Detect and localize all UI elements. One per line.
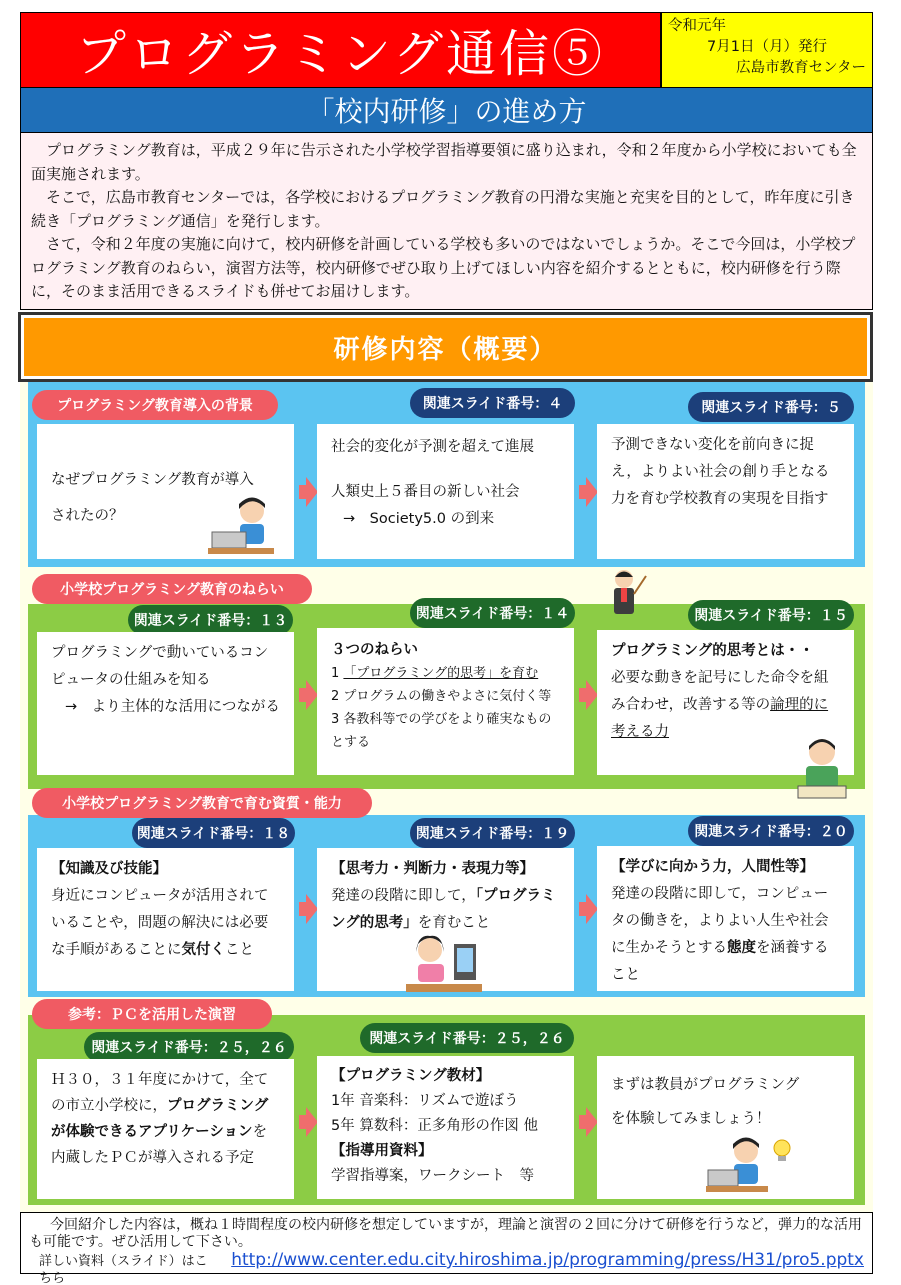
row1-card1-line2: されたの？ — [51, 508, 124, 524]
row4-card2 — [317, 1056, 574, 1199]
child-laptop-illustration — [208, 494, 280, 556]
student-writing-illustration — [796, 734, 848, 802]
intro-text — [20, 132, 873, 310]
footer — [20, 1212, 873, 1285]
row3-card2-tail: を育むこと — [417, 915, 491, 931]
row4-arrow-1 — [299, 1107, 315, 1137]
page-subtitle: 「校内研修」の進め方 — [20, 88, 873, 132]
row2-card2-item1 — [331, 662, 560, 685]
row4-card2-line1: 1年 音楽科：リズムで遊ぼう — [331, 1093, 519, 1109]
row1-card2-line3: → Society5.0 の到来 — [343, 511, 495, 527]
row3-card1 — [37, 848, 294, 991]
issue-era: 令和元年 — [668, 18, 726, 34]
row4-card1-tail: を内蔵したＰＣが導入される予定 — [51, 1124, 268, 1166]
row1-arrow-2 — [579, 477, 595, 507]
row4-card2-heading2: 【指導用資料】 — [331, 1143, 433, 1159]
row2-category: 小学校プログラミング教育のねらい — [32, 574, 312, 604]
row4-card1-text: Ｈ３０，３１年度にかけて，全ての市立小学校に， — [51, 1072, 269, 1114]
row2-card1 — [37, 632, 294, 775]
row1-card3 — [597, 424, 854, 559]
row2-card2-item1-num: 1 — [331, 666, 340, 681]
row2-card3-slide: 関連スライド番号：１５ — [688, 600, 854, 630]
intro-paragraph-1: プログラミング教育は，平成２９年に告示された小学校学習指導要領に盛り込まれ，令和２年度から小学校においても全面実施されます。 — [31, 141, 857, 183]
row2-card1-line1: プログラミングで動いているコンピュータの仕組みを知る — [51, 645, 269, 688]
row2-card3-text: 必要な動きを記号にした命令を組み合わせ，改善する等の — [611, 670, 829, 713]
row3-card1-body — [51, 883, 280, 964]
row4-card3-line1: まずは教員がプログラミング — [611, 1077, 800, 1093]
row4-card1-bold: プログラミングが体験できるアプリケーション — [51, 1098, 269, 1140]
row2-card1-slide: 関連スライド番号：１３ — [128, 605, 293, 635]
newsletter-title: プログラミング通信⑤ — [20, 12, 661, 88]
row3-card2-body — [331, 883, 560, 937]
row3-card1-slide: 関連スライド番号：１８ — [132, 818, 295, 848]
teacher-pointer-illustration — [608, 568, 648, 624]
section-title: 研修内容（概要） — [24, 318, 867, 376]
row2-card2-heading: ３つのねらい — [331, 642, 418, 658]
boy-laptop-lightbulb-illustration — [706, 1134, 796, 1194]
row3-card2-slide: 関連スライド番号：１９ — [410, 818, 575, 848]
row3-arrow-1 — [299, 894, 315, 924]
publisher: 広島市教育センター — [736, 60, 866, 76]
row4-card2-heading1: 【プログラミング教材】 — [331, 1068, 491, 1084]
issue-date: 7月1日（月）発行 — [707, 39, 827, 55]
row3-card3-slide: 関連スライド番号：２０ — [688, 816, 854, 846]
lightbulb-icon — [774, 1140, 790, 1156]
row3-card3 — [597, 846, 854, 991]
row3-category: 小学校プログラミング教育で育む資質・能力 — [32, 788, 372, 818]
row2-card2-item1-text: 「プログラミング的思考」を育む — [343, 666, 539, 681]
row2-card2-item2: 2 プログラムの働きやよさに気付く等 — [331, 689, 552, 704]
row3-card3-text: 発達の段階に即して，コンピュータの働きを，よりよい人生や社会に生かそうとする — [611, 886, 829, 956]
section-banner-frame — [18, 312, 873, 382]
row4-arrow-2 — [579, 1107, 595, 1137]
row2-card2-slide: 関連スライド番号：１４ — [410, 598, 575, 628]
footer-link-label: 詳しい資料（スライド）はこちら — [39, 1254, 208, 1285]
row3-card3-tail: を涵養すること — [611, 940, 829, 983]
footer-link-row — [29, 1252, 864, 1285]
footer-text: 今回紹介した内容は，概ね１時間程度の校内研修を想定していますが，理論と演習の２回に分けて研修を行うなど，弾力的な活用も可能です。ぜひ活用して下さい。 — [29, 1217, 862, 1250]
row2-card2 — [317, 628, 574, 775]
row4-card2-line3: 学習指導案，ワークシート 等 — [331, 1168, 534, 1184]
row3-card2-text: 発達の段階に即して， — [331, 888, 476, 904]
row4-card3-line2: を体験してみましょう！ — [611, 1111, 771, 1127]
row1-card2 — [317, 424, 574, 559]
row1-arrow-1 — [299, 477, 315, 507]
row1-card2-slide: 関連スライド番号：４ — [410, 388, 575, 418]
intro-paragraph-3: さて，令和２年度の実施に向けて，校内研修を計画している学校も多いのではないでしょうか。そこで今回は，小学校プログラミング教育のねらい，演習方法等，校内研修でぜひ取り上げてほしい内容を紹介するとともに，校内研修を行う際に，そのまま活用できるスライドも併せてお届けします。 — [31, 235, 856, 300]
row4-card2-line2: 5年 算数科：正多角形の作図 他 — [331, 1118, 538, 1134]
slides-download-link[interactable]: http://www.center.edu.city.hiroshima.jp/programming/press/H31/pro5.pptx — [231, 1250, 864, 1270]
row2-arrow-2 — [579, 680, 595, 710]
girl-face-icon — [418, 938, 442, 962]
row4-card1-slide: 関連スライド番号：２５，２６ — [84, 1032, 294, 1062]
row3-card3-body — [611, 881, 840, 989]
row4-card2-slide: 関連スライド番号：２５，２６ — [360, 1023, 574, 1053]
row4-card1 — [37, 1059, 294, 1199]
row1-category: プログラミング教育導入の背景 — [32, 390, 278, 420]
row3-card2-bold: 「プログラミング的思考」 — [331, 888, 556, 931]
row3-card1-bold: 気付く — [181, 942, 225, 958]
row2-arrow-1 — [299, 680, 315, 710]
row1-card3-text: 予測できない変化を前向きに捉え，よりよい社会の創り手となる力を育む学校教育の実現を目指す — [611, 437, 830, 507]
row1-card3-slide: 関連スライド番号：５ — [688, 392, 854, 422]
girl-computer-illustration — [404, 930, 484, 1000]
row3-card1-text: 身近にコンピュータが活用されていることや，問題の解決には必要な手順があることに — [51, 888, 269, 958]
row3-card1-heading: 【知識及び技能】 — [51, 861, 167, 877]
intro-paragraph-2: そこで，広島市教育センターでは，各学校におけるプログラミング教育の円滑な実施と充実を目的として，昨年度に引き続き「プログラミング通信」を発行します。 — [31, 188, 855, 230]
row1-card2-line2: 人類史上５番目の新しい社会 — [331, 484, 520, 500]
row2-card3-heading: プログラミング的思考とは・・ — [611, 643, 814, 659]
row3-arrow-2 — [579, 894, 595, 924]
content-area — [20, 382, 873, 1212]
row2-card2-item3: 3 各教科等での学びをより確実なものとする — [331, 712, 552, 750]
row3-card3-heading: 【学びに向かう力，人間性等】 — [611, 859, 814, 875]
row3-card1-tail: こと — [225, 942, 254, 958]
row2-card1-line2: → より主体的な活用につながる — [65, 699, 280, 715]
row1-card2-line1: 社会的変化が予測を超えて進展 — [331, 439, 534, 455]
row3-card3-bold: 態度 — [727, 940, 756, 956]
issue-info — [661, 12, 873, 88]
row4-category: 参考：ＰＣを活用した演習 — [32, 999, 272, 1029]
row3-card2-heading: 【思考力・判断力・表現力等】 — [331, 861, 534, 877]
row2-card3-underline: 論理的に考える力 — [611, 697, 829, 740]
row1-card1-line1: なぜプログラミング教育が導入 — [51, 472, 254, 488]
